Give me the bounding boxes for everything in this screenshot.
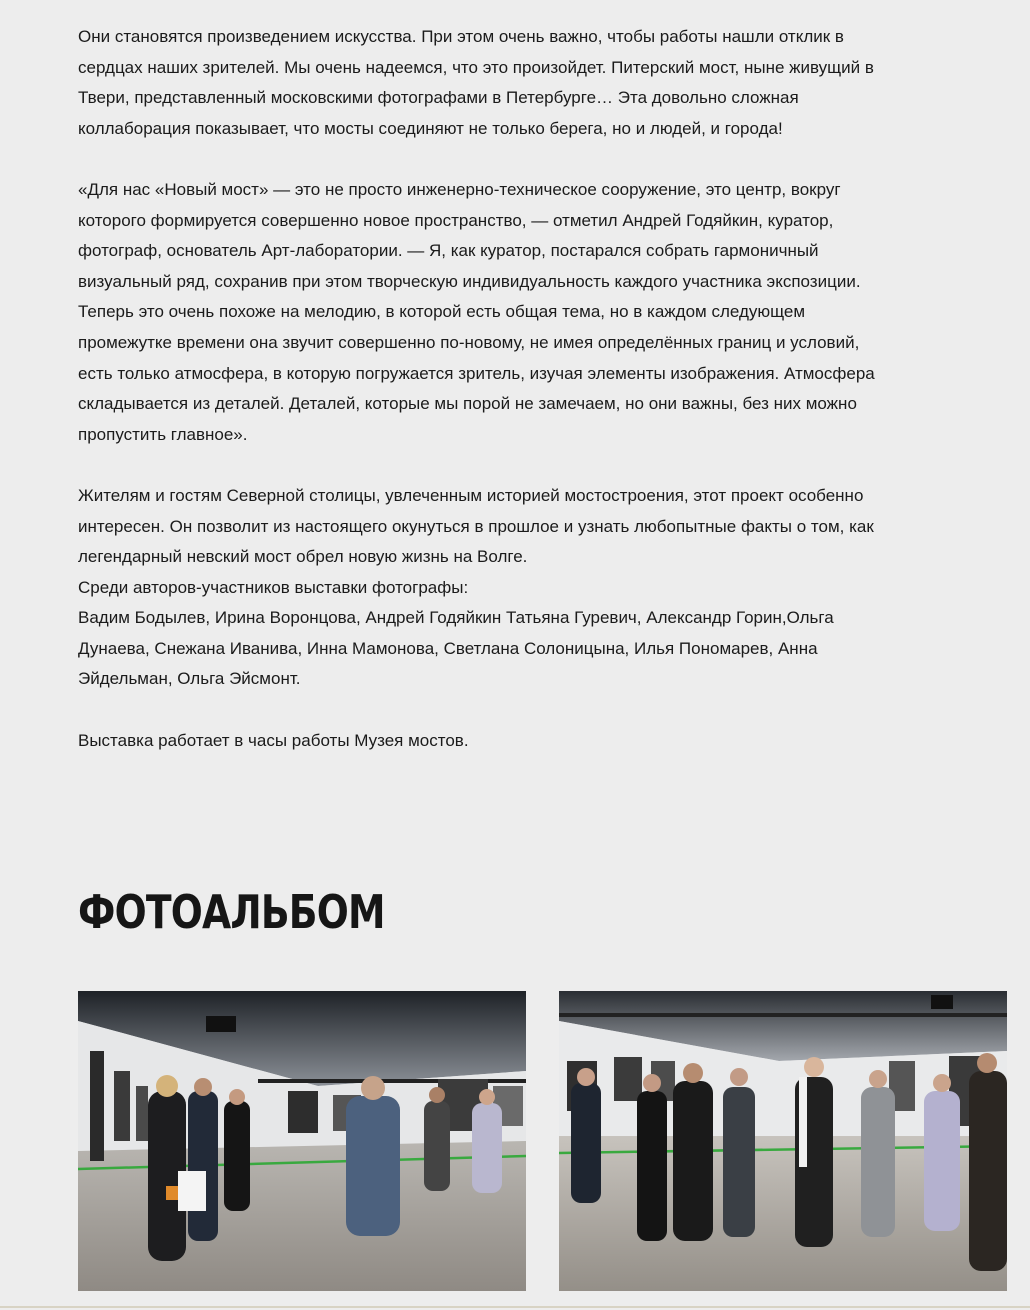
album-photo-1[interactable]: [78, 991, 526, 1291]
photo-album-title: ФОТОАЛЬБОМ: [78, 885, 385, 939]
exhibition-photo-image: [78, 991, 526, 1291]
paragraph-bridges-art: Они становятся произведением искусства. При этом очень важно, чтобы работы нашли отклик в сердцах наших зрителей. Мы очень надеемся, что это произойдет. Питерский мост, ныне живущий в Твери, представленный московскими фотографами в Петербурге… Эта довольно сложная коллаборация показывает, что мосты соединяют не только берега, но и людей, и города!: [78, 27, 874, 138]
paragraph-project-interest: Жителям и гостям Северной столицы, увлеченным историей мостостроения, этот проект особенно интересен. Он позволит из настоящего окунуться в прошлое и узнать любопытные факты о том, как легендарный невский мост обрел новую жизнь на Волге.: [78, 485, 874, 567]
album-photo-2[interactable]: [559, 991, 1007, 1291]
paragraph-authors-list: Вадим Бодылев, Ирина Воронцова, Андрей Годяйкин Татьяна Гуревич, Александр Горин,Ольга Дунаева, Снежана Иванива, Инна Мамонова, Светлана Солоницына, Илья Пономарев, Анна Эйдельман, Ольга Эйсмонт.: [78, 608, 834, 689]
paragraph-curator-quote: «Для нас «Новый мост» — это не просто инженерно-техническое сооружение, это центр, вокруг которого формируется совершенно новое пространство, — отметил Андрей Годяйкин, куратор, фотограф, основатель Арт-лаборатории. — Я, как куратор, постарался собрать гармоничный визуальный ряд, сохранив при этом творческую индивидуальность каждого участника экспозиции. Теперь это очень похоже на мелодию, в которой есть общая тема, но в каждом следующем промежутке времени она звучит совершенно по-новому, не имея определённых границ и условий, есть только атмосфера, в которую погружается зритель, изучая элементы изображения. Атмосфера складывается из деталей. Деталей, которые мы порой не замечаем, но они важны, без них можно пропустить главное».: [78, 179, 875, 444]
paragraph-opening-hours: Выставка работает в часы работы Музея мостов.: [78, 730, 469, 750]
article-body: [78, 22, 888, 787]
exhibition-photo-image: [559, 991, 1007, 1291]
page-bottom-divider: [0, 1306, 1030, 1308]
paragraph-authors-intro: Среди авторов-участников выставки фотографы:: [78, 577, 469, 597]
